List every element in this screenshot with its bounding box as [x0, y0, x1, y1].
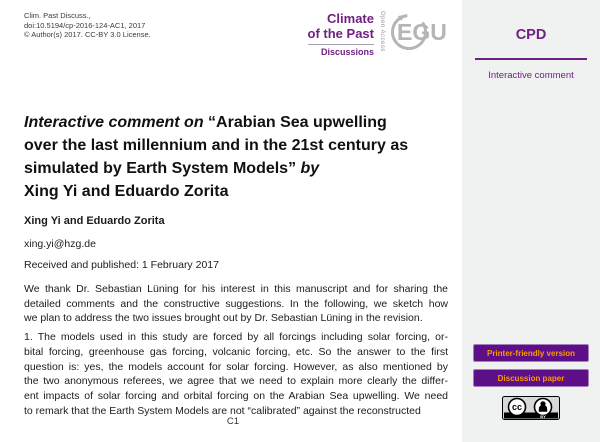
sidebar-divider	[475, 58, 587, 60]
open-access-label: Open Access	[379, 11, 385, 52]
paragraph-1: We thank Dr. Sebastian Lüning for his interest in this manuscript and for sharing the detailed comments and the constructive suggestions. In the following, we sketch how we plan to address the two issues brought out by Dr. Sebastian Lüning in the revision.	[24, 283, 448, 325]
comment-type-label: Interactive comment	[488, 70, 574, 81]
journal-name-line2: of the Past	[307, 25, 374, 41]
article-title: Interactive comment on “Arabian Sea upwelling over the last millennium and in the 21st century as simulated by Earth System Models” by Xing Yi and Eduardo Zorita	[24, 114, 409, 200]
journal-discussions-label: Discussions	[320, 47, 374, 57]
license-line: © Author(s) 2017. CC-BY 3.0 License.	[24, 30, 151, 40]
page-number: C1	[226, 416, 240, 427]
journal-name-line1: Climate	[327, 11, 374, 26]
sidebar-actions	[462, 344, 600, 387]
journal-name-divider	[308, 44, 374, 45]
cc-icon-text: cc	[511, 402, 523, 413]
discussion-paper-button[interactable]: Discussion paper	[473, 369, 589, 387]
journal-code: CPD	[515, 27, 547, 43]
cc-by-license-badge[interactable]	[462, 396, 600, 420]
paragraph-2: 1. The models used in this study are forced by all forcings including solar forcing, or- bital forcing, greenhouse gas forcing, volcanic forcing, etc. So the answer to the first question is: yes, the models account for solar forcing. However, as also mentioned by the two anonymous referees, we agree that we need to explain more clearly the differ- ent impacts of solar forcing and orbital forcing on the Arabian Sea upwelling. We need to remark that the Earth System Models are not “calibrated” against the reconstructed	[24, 331, 448, 417]
author-email: xing.yi@hzg.de	[24, 238, 96, 250]
egu-logo-text: EGU	[397, 19, 447, 45]
journal-citation: Clim. Past Discuss.,	[24, 11, 91, 20]
egu-logo-icon	[390, 9, 448, 57]
publication-info	[24, 11, 151, 40]
authors: Xing Yi and Eduardo Zorita	[24, 215, 165, 227]
doi-line: doi:10.5194/cp-2016-124-AC1, 2017	[24, 20, 146, 30]
sidebar	[462, 0, 600, 442]
received-date: Received and published: 1 February 2017	[24, 259, 219, 271]
cc-by-badge-icon	[502, 396, 560, 420]
journal-logo-block	[298, 9, 448, 59]
comment-body	[24, 282, 448, 418]
by-label-text: BY	[540, 413, 546, 419]
journal-name	[308, 9, 374, 57]
printer-friendly-button[interactable]: Printer-friendly version	[473, 344, 589, 362]
